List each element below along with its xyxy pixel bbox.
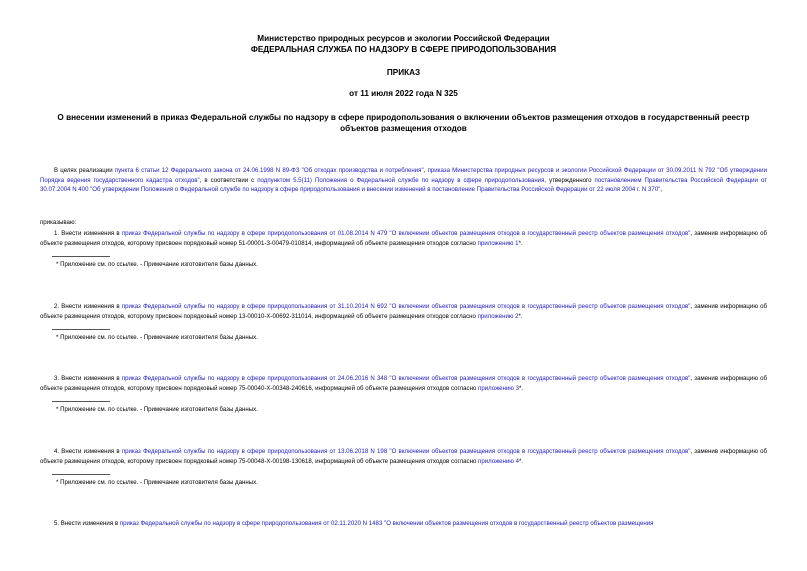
ministry-order-link[interactable]: приказа Министерства природных ресурсов и экологии Российской Федерации от 30.09.2011 N 792 "Об утверждении Порядка ведения государственного кадастра отходов" <box>40 167 767 184</box>
item-text: *. <box>518 239 523 247</box>
appendix-link-3[interactable]: приложению 3 <box>478 384 519 392</box>
intro-paragraph <box>40 166 767 195</box>
government-resolution-link[interactable]: постановлением Правительства Российской Федерации от 30.07.2004 N 400 "Об утверждении Положения о Федеральной службе по надзору в сфере природопользования и внесении изменений в постановление Правительства Российской Федерации от 22 июля 2004 г. N 370" <box>40 176 768 194</box>
order-word: приказываю: <box>40 219 77 226</box>
footnote-2: * Приложение см. по ссылке. - Примечание изготовителя базы данных. <box>56 334 258 341</box>
intro-text-1: В целях реализации <box>54 167 115 174</box>
order-link-3[interactable]: приказ Федеральной службы по надзору в сфере природопользования от 24.06.2016 N 348 "О включении объектов размещения отходов в государственный реестр объектов размещения отходов" <box>121 375 691 382</box>
footnote-divider <box>52 256 110 257</box>
footnote-4: * Приложение см. по ссылке. - Примечание изготовителя базы данных. <box>56 479 258 486</box>
item-text: 4. Внести изменения в <box>54 448 122 455</box>
order-item-2 <box>40 302 767 321</box>
regulation-subclause-link[interactable]: подпунктом 5.5(11) Положения о Федеральной службе по надзору в сфере природопользования <box>257 176 545 184</box>
order-link-4[interactable]: приказ Федеральной службы по надзору в сфере природопользования от 13.06.2018 N 198 "О включении объектов размещения отходов в государственный реестр объектов размещения отходов" <box>121 448 691 455</box>
order-item-3 <box>40 374 767 393</box>
intro-text-2: , <box>423 167 428 174</box>
document-date-number: от 11 июля 2022 года N 325 <box>349 89 458 98</box>
service-name: ФЕДЕРАЛЬНАЯ СЛУЖБА ПО НАДЗОРУ В СФЕРЕ ПРИРОДОПОЛЬЗОВАНИЯ <box>250 45 557 54</box>
order-link-5[interactable]: приказ Федеральной службы по надзору в сфере природопользования от 02.11.2020 N 1483 "О включении объектов размещения отходов в государственный реестр объектов размещения <box>119 520 654 527</box>
item-text: 3. Внести изменения в <box>54 375 122 382</box>
order-item-1 <box>40 229 767 248</box>
item-text: , заменив информацию об объекте размещения отходов, которому присвоен порядковый номер 13-00010-Х-00692-311014, информацией об объекте размещения отходов согласно <box>40 303 767 320</box>
document-type: ПРИКАЗ <box>386 68 421 77</box>
appendix-link-2[interactable]: приложению 2 <box>477 312 519 320</box>
item-text: , заменив информацию об объекте размещения отходов, которому присвоен порядковый номер 51-00001-З-00479-010814, информацией об объекте размещения отходов согласно <box>40 230 767 247</box>
order-item-4 <box>40 447 767 466</box>
item-text: 1. Внести изменения в <box>54 230 122 237</box>
law-link[interactable]: пункта 6 статьи 12 Федерального закона от 24.06.1998 N 89-ФЗ "Об отходах производства и потребления" <box>114 167 424 174</box>
item-text: *. <box>518 384 524 392</box>
appendix-link-1[interactable]: приложению 1 <box>477 239 519 247</box>
item-text: , заменив информацию об объекте размещения отходов, которому присвоен порядковый номер 75-00048-Х-00198-130618, информацией об объекте размещения отходов согласно <box>40 448 767 465</box>
appendix-link-4[interactable]: приложению 4 <box>478 457 519 465</box>
footnote-divider <box>52 474 110 475</box>
order-item-5 <box>40 519 767 529</box>
intro-text-5: , <box>660 186 663 194</box>
item-text: 5. Внести изменения в <box>54 520 120 527</box>
intro-text-4: , утвержденного <box>544 176 595 184</box>
item-text: *. <box>518 312 523 320</box>
footnote-3: * Приложение см. по ссылке. - Примечание изготовителя базы данных. <box>56 406 258 413</box>
footnote-divider <box>52 329 110 330</box>
ministry-name: Министерство природных ресурсов и экологии Российской Федерации <box>257 34 550 43</box>
item-text: , заменив информацию об объекте размещения отходов, которому присвоен порядковый номер 75-00040-Х-00348-240616, информацией об объекте размещения отходов согласно <box>40 375 767 392</box>
footnote-divider <box>52 401 110 402</box>
order-link-2[interactable]: приказ Федеральной службы по надзору в сфере природопользования от 31.10.2014 N 692 "О включении объектов размещения отходов в государственный реестр объектов размещения отходов" <box>121 303 691 310</box>
item-text: *. <box>518 457 524 465</box>
order-link-1[interactable]: приказ Федеральной службы по надзору в сфере природопользования от 01.08.2014 N 479 "О включении объектов размещения отходов в государственный реестр объектов размещения отходов" <box>121 230 691 237</box>
footnote-1: * Приложение см. по ссылке. - Примечание изготовителя базы данных. <box>56 261 258 268</box>
intro-text-3: , в соответствии с <box>199 176 258 184</box>
item-text: 2. Внести изменения в <box>54 303 122 310</box>
document-title: О внесении изменений в приказ Федеральной службы по надзору в сфере природопользования о включении объектов размещения отходов в государственный реестр объектов размещения отходов <box>57 113 750 133</box>
